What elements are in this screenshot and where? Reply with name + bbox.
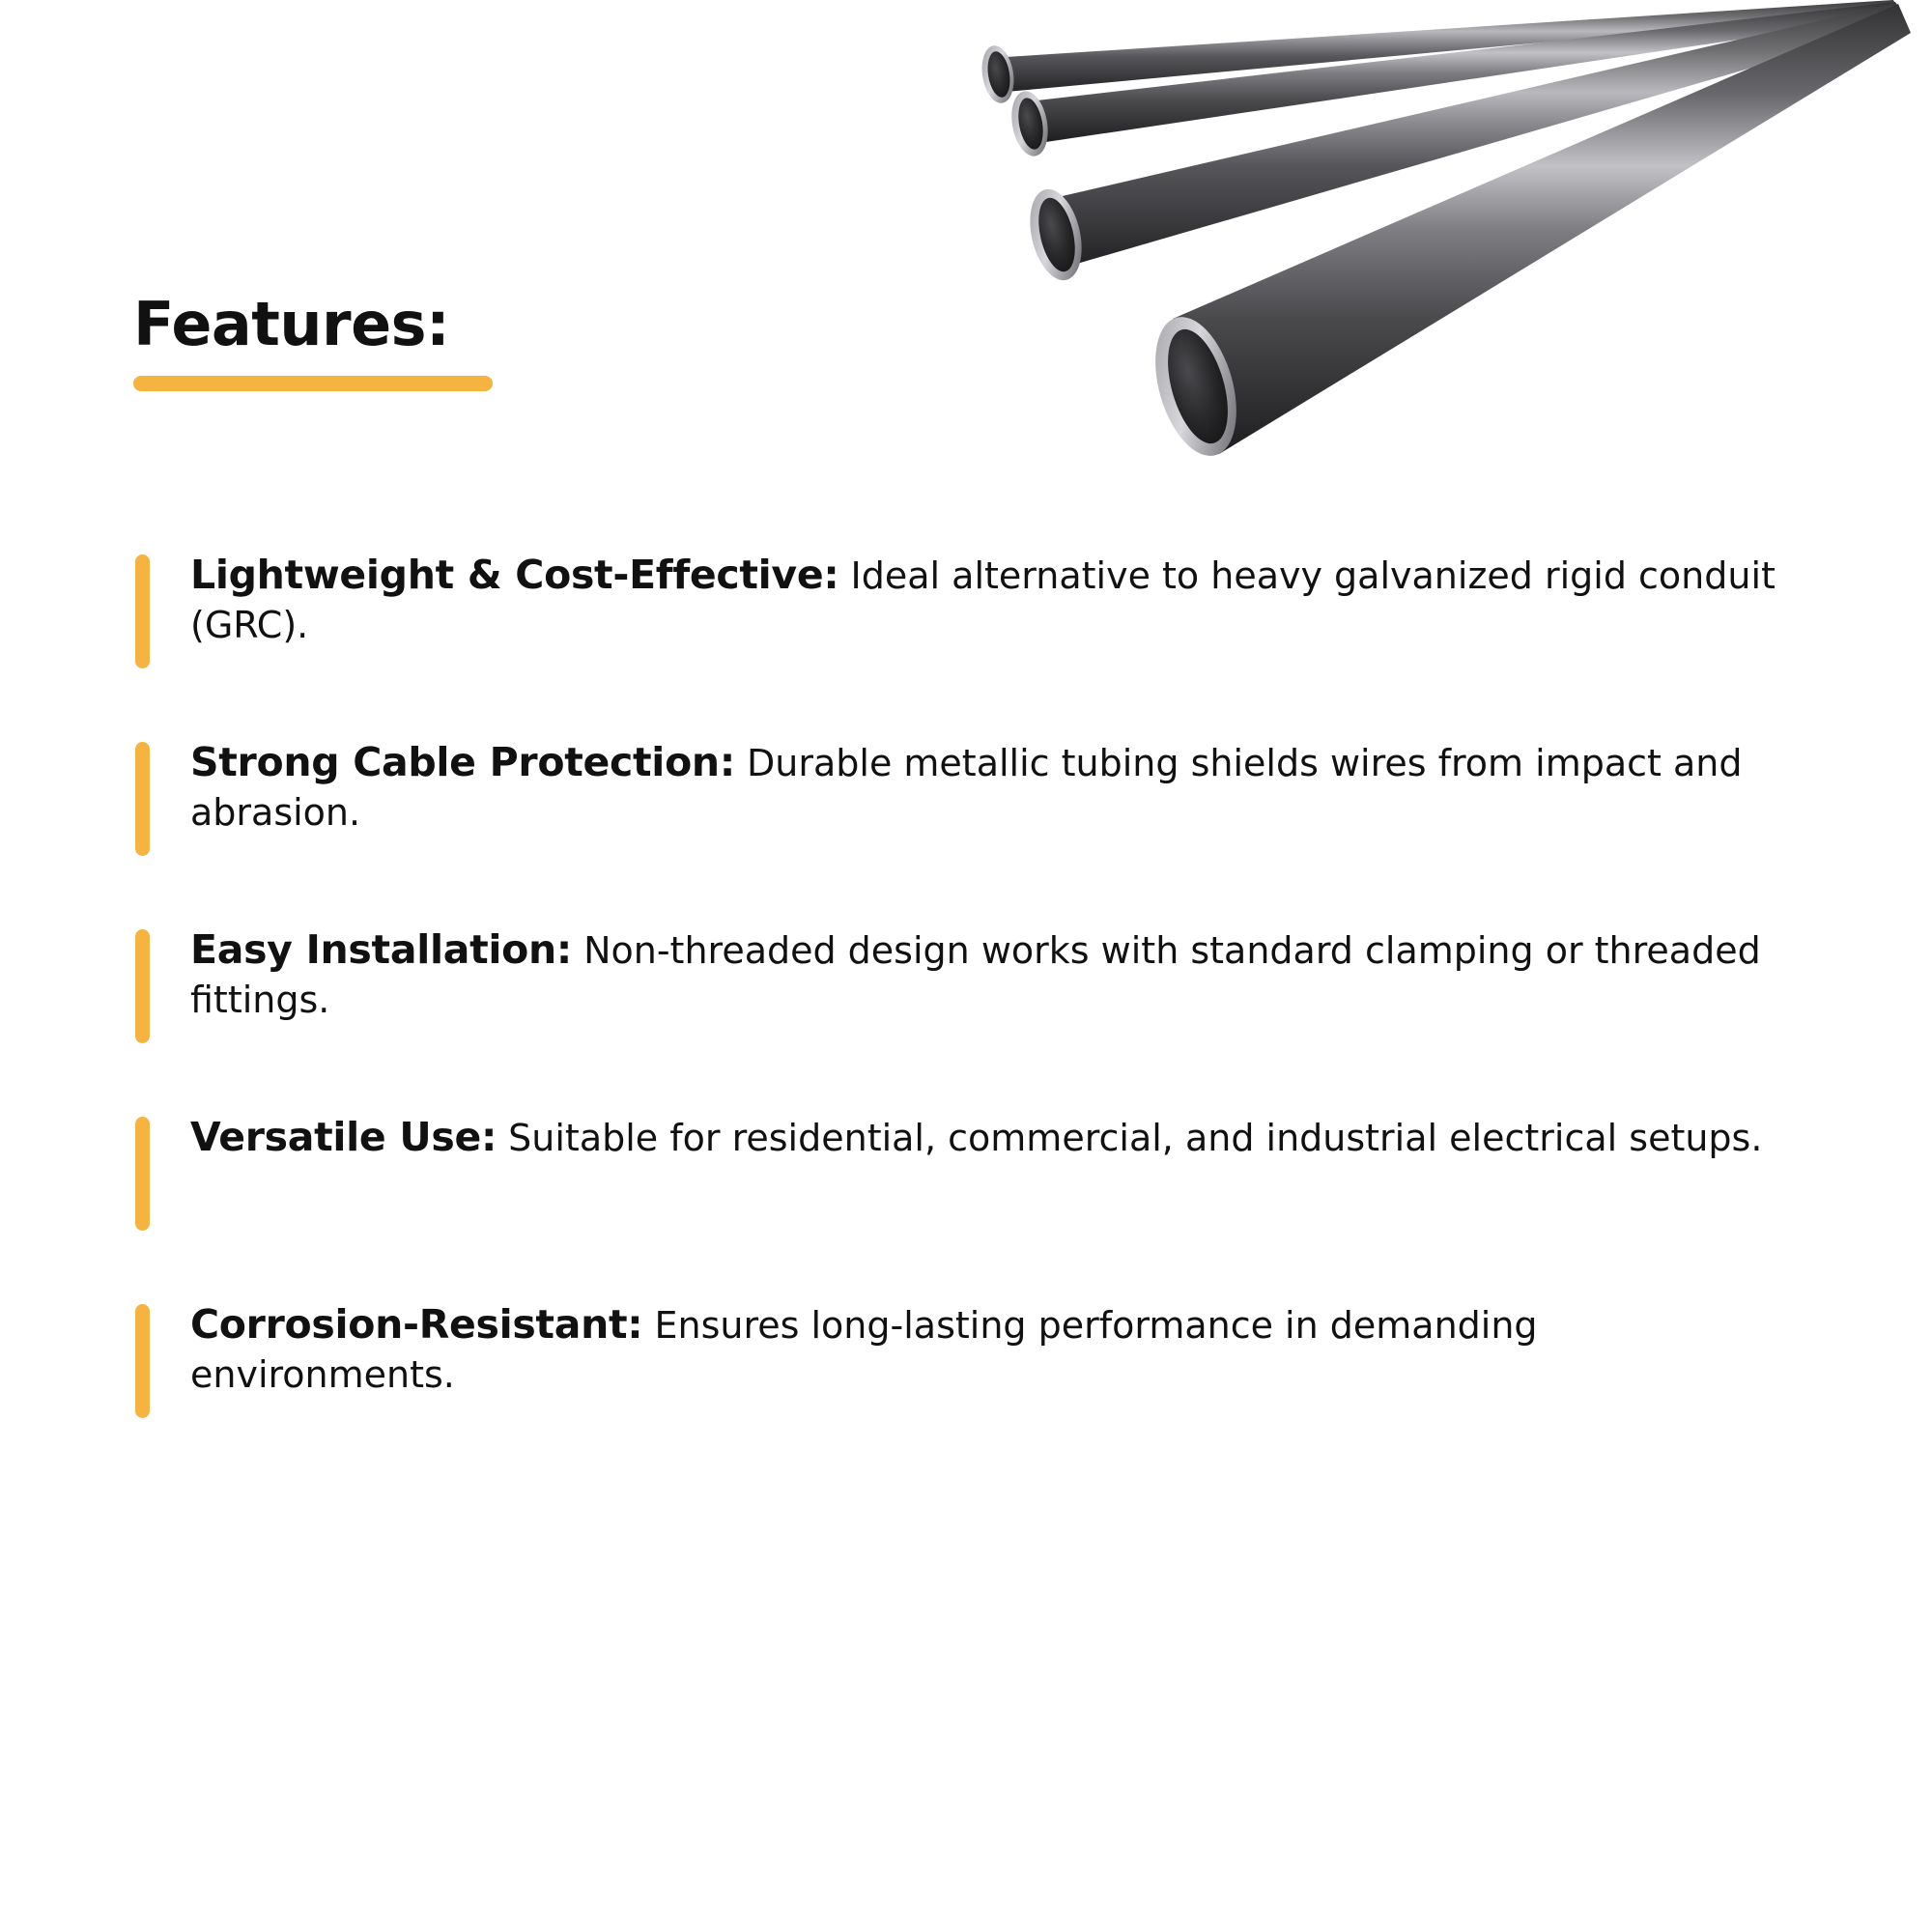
feature-description: Ensures long-lasting performance in demanding environments. [190,1304,1538,1397]
feature-label: Versatile Use: [190,1114,497,1160]
feature-text [190,549,1806,649]
page-title: Features: [133,289,450,359]
feature-text [190,1111,1762,1163]
feature-description: Durable metallic tubing shields wires from impact and abrasion. [190,742,1743,835]
accent-bar-icon [135,929,150,1043]
feature-label: Strong Cable Protection: [190,739,735,785]
page-title-block [133,289,493,391]
steel-conduit-tubes-photo [966,0,1932,638]
feature-label: Easy Installation: [190,926,572,973]
feature-description: Ideal alternative to heavy galvanized rigid conduit (GRC). [190,554,1776,647]
list-item [135,923,1806,1049]
features-list [135,549,1806,1486]
feature-text [190,1298,1806,1399]
accent-bar-icon [135,554,150,668]
list-item [135,1111,1806,1236]
accent-bar-icon [135,1304,150,1418]
title-underline-accent [133,376,493,391]
feature-label: Lightweight & Cost-Effective: [190,552,839,598]
accent-bar-icon [135,1117,150,1231]
accent-bar-icon [135,742,150,856]
feature-text [190,736,1806,837]
feature-label: Corrosion-Resistant: [190,1301,643,1348]
list-item [135,736,1806,862]
list-item [135,1298,1806,1424]
feature-description: Suitable for residential, commercial, and industrial electrical setups. [508,1117,1763,1159]
list-item [135,549,1806,674]
feature-text [190,923,1806,1024]
feature-description: Non-threaded design works with standard clamping or threaded fittings. [190,929,1761,1022]
